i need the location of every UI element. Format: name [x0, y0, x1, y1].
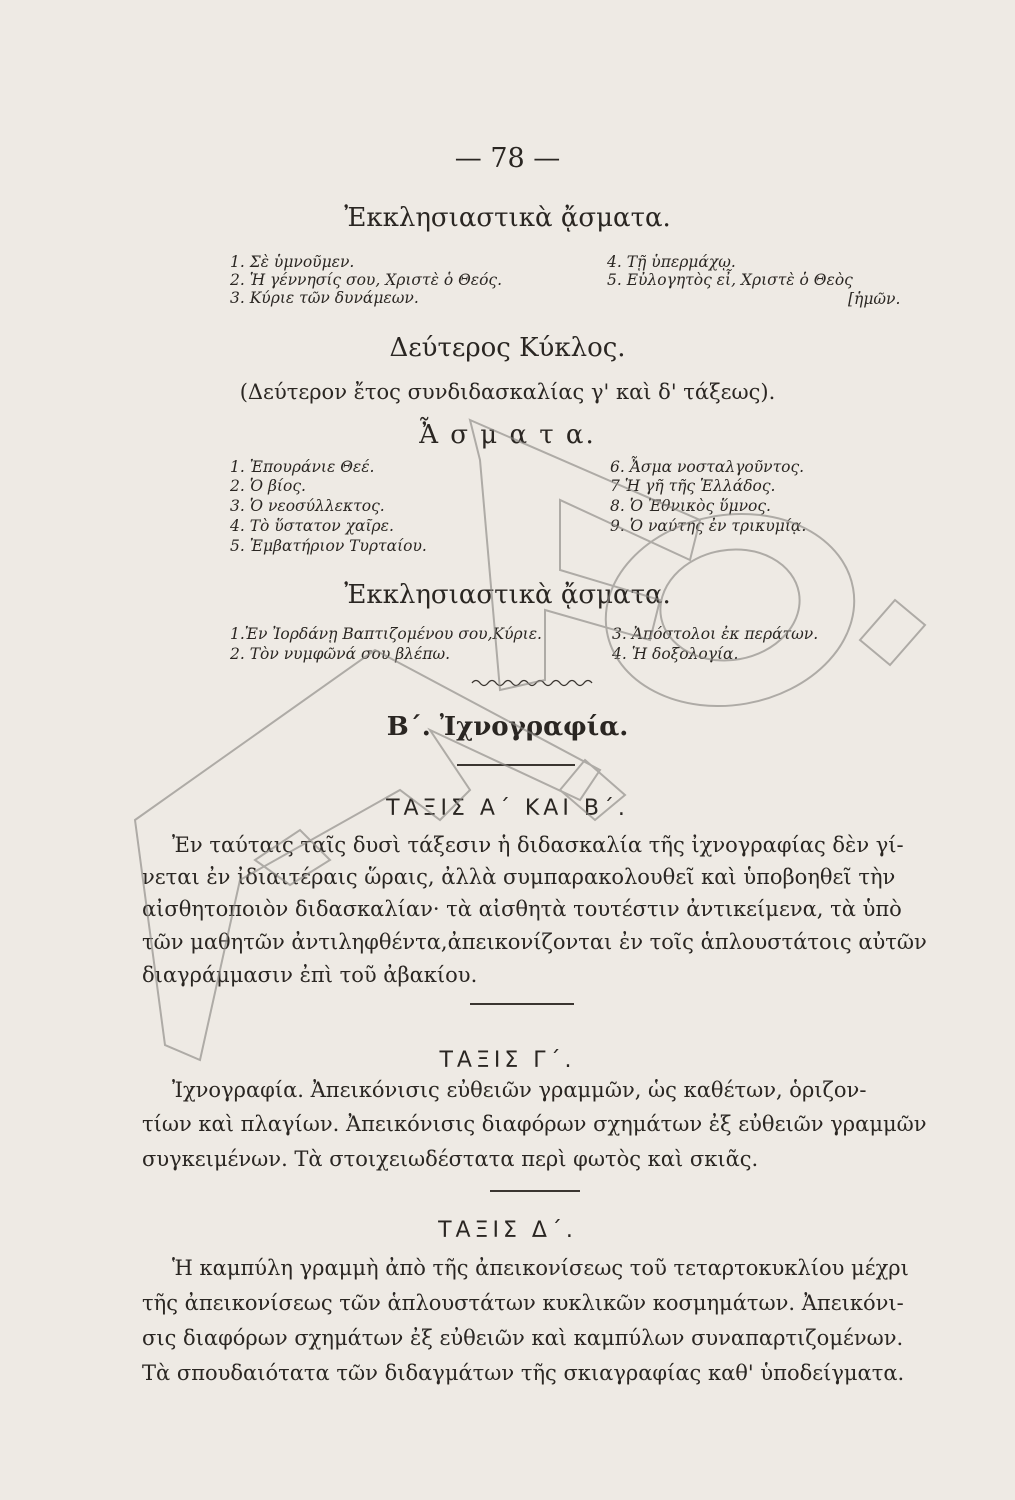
list-item: 5. Ἐμβατήριον Τυρταίου. — [230, 537, 427, 555]
list-item: 4. Τὸ ὕστατον χαῖρε. — [230, 517, 394, 535]
class-heading: ΤΑΞΙΣ Γ΄. — [439, 1048, 576, 1073]
paragraph-line: Τὰ σπουδαιότατα τῶν διδαγμάτων τῆς σκιαγραφίας καθ' ὑποδείγματα. — [142, 1361, 905, 1385]
section-title-church-songs-2: Ἐκκλησιαστικὰ ᾄσματα. — [344, 580, 671, 610]
paragraph-line: αἰσθητοποιὸν διδασκαλίαν· τὰ αἰσθητὰ τουτέστιν ἀντικείμενα, τὰ ὑπὸ — [142, 897, 902, 921]
cycle-subtitle: (Δεύτερον ἔτος συνδιδασκαλίας γ' καὶ δ' τάξεως). — [239, 380, 776, 404]
class-heading: ΤΑΞΙΣ Α΄ ΚΑΙ Β΄. — [386, 796, 629, 821]
paragraph-line: Ἡ καμπύλη γραμμὴ ἀπὸ τῆς ἀπεικονίσεως τοῦ τεταρτοκυκλίου μέχρι — [172, 1256, 909, 1280]
class-heading: ΤΑΞΙΣ Δ΄. — [438, 1218, 577, 1243]
list-item: 6. Ἆσμα νοσταλγοῦντος. — [610, 458, 805, 476]
paragraph-line: διαγράμμασιν ἐπὶ τοῦ ἀβακίου. — [142, 963, 478, 987]
paragraph-line: Ἐν ταύταις ταῖς δυσὶ τάξεσιν ἡ διδασκαλία τῆς ἰχνογραφίας δὲν γί- — [172, 833, 904, 857]
divider — [457, 764, 575, 766]
list-item: [ἡμῶν. — [848, 290, 901, 308]
list-item: 3. Κύριε τῶν δυνάμεων. — [230, 289, 419, 307]
songs-title: Ἆ σ μ α τ α. — [419, 420, 596, 450]
list-item: 7 Ἡ γῆ τῆς Ἑλλάδος. — [610, 477, 776, 495]
list-item: 1.Ἐν Ἰορδάνῃ Βαπτιζομένου σου,Κύριε. — [230, 625, 542, 643]
list-item: 8. Ὁ Ἐθνικὸς ὕμνος. — [610, 497, 771, 515]
paragraph-line: τίων καὶ πλαγίων. Ἀπεικόνισις διαφόρων σχημάτων ἐξ εὐθειῶν γραμμῶν — [142, 1112, 927, 1136]
part-b-title: Β΄. Ἰχνογραφία. — [386, 712, 629, 742]
list-item: 2. Ἡ γέννησίς σου, Χριστὲ ὁ Θεός. — [230, 271, 503, 289]
wavy-divider — [470, 676, 600, 690]
list-item: 1. Ἐπουράνιε Θεέ. — [230, 458, 375, 476]
list-item: 3. Ὁ νεοσύλλεκτος. — [230, 497, 385, 515]
list-item: 2. Τὸν νυμφῶνά σου βλέπω. — [230, 645, 451, 663]
paragraph-line: νεται ἐν ἰδιαιτέραις ὥραις, ἀλλὰ συμπαρακολουθεῖ καὶ ὑποβοηθεῖ τὴν — [142, 865, 896, 889]
list-item: 2. Ὁ βίος. — [230, 477, 306, 495]
list-item: 1. Σὲ ὑμνοῦμεν. — [230, 253, 355, 271]
section-title-church-songs: Ἐκκλησιαστικὰ ᾄσματα. — [344, 203, 671, 233]
paragraph-line: συγκειμένων. Τὰ στοιχειωδέστατα περὶ φωτὸς καὶ σκιᾶς. — [142, 1147, 759, 1171]
list-item: 3. Ἀπόστολοι ἐκ περάτων. — [612, 625, 819, 643]
list-item: 9. Ὁ ναύτης ἐν τρικυμίᾳ. — [610, 517, 807, 535]
paragraph-line: σις διαφόρων σχημάτων ἐξ εὐθειῶν καὶ καμπύλων συναπαρτιζομένων. — [142, 1326, 904, 1350]
list-item: 5. Εὐλογητὸς εἶ, Χριστὲ ὁ Θεὸς — [607, 271, 853, 289]
divider — [490, 1190, 580, 1192]
cycle-title: Δεύτερος Κύκλος. — [389, 333, 626, 363]
paragraph-line: Ἰχνογραφία. Ἀπεικόνισις εὐθειῶν γραμμῶν, ὡς καθέτων, ὁριζον- — [172, 1078, 867, 1102]
paragraph-line: τῶν μαθητῶν ἀντιληφθέντα,ἀπεικονίζονται ἐν τοῖς ἁπλουστάτοις αὐτῶν — [142, 930, 927, 954]
list-item: 4. Ἡ δοξολογία. — [612, 645, 739, 663]
list-item: 4. Τῇ ὑπερμάχῳ. — [607, 253, 736, 271]
paragraph-line: τῆς ἀπεικονίσεως τῶν ἁπλουστάτων κυκλικῶν κοσμημάτων. Ἀπεικόνι- — [142, 1291, 904, 1315]
page-number: — 78 — — [454, 143, 561, 174]
divider — [470, 1003, 574, 1005]
